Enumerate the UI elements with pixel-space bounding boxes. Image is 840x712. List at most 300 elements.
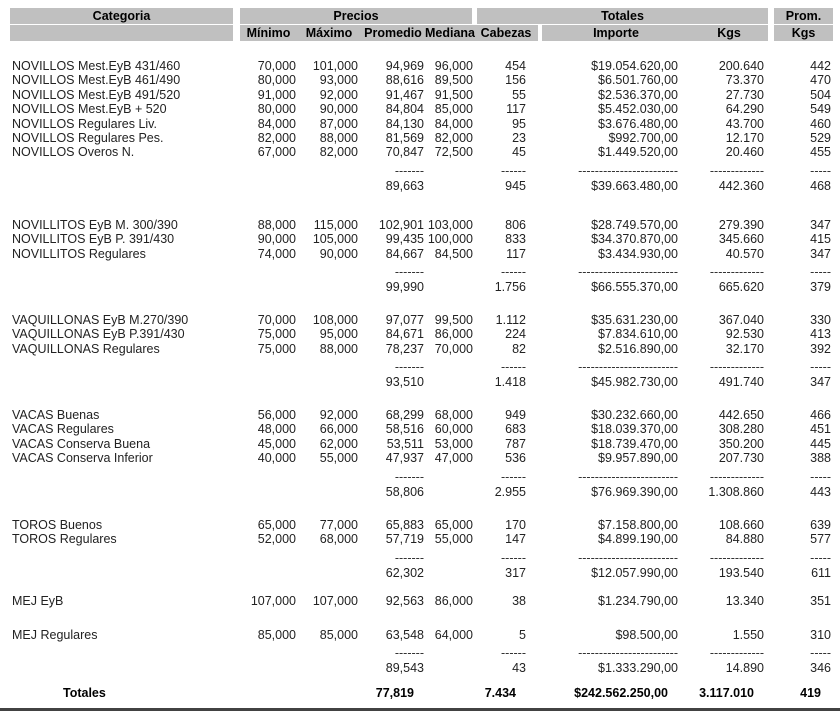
cell-importe: $4.899.190,00	[598, 532, 678, 547]
cell-categoria: TOROS Regulares	[12, 532, 117, 547]
cell-cabezas: 949	[505, 408, 526, 422]
cell-importe: $7.158.800,00	[598, 518, 678, 532]
cell-cabezas: 156	[505, 73, 526, 88]
cell-categoria: VACAS Regulares	[12, 422, 114, 437]
separator-dashes: ------------------------	[578, 550, 678, 565]
table-row	[10, 437, 833, 451]
cell-mediana: 96,000	[434, 59, 473, 73]
cell-categoria: NOVILLOS Mest.EyB 491/520	[12, 87, 181, 102]
separator-dashes: ------	[501, 646, 526, 661]
separator-dashes: -------	[394, 265, 424, 280]
cell-kgs: 1.550	[732, 628, 764, 642]
cell-kgs: 43.700	[725, 116, 764, 131]
cell-prom_kgs: 455	[810, 145, 831, 160]
cell-prom_kgs: 504	[810, 87, 831, 102]
cell-prom_kgs: 466	[810, 408, 831, 422]
subtotal-prom_kgs: 346	[810, 661, 831, 676]
separator-dashes: -------------	[709, 265, 764, 280]
cell-kgs: 32.170	[725, 341, 764, 356]
table-row	[10, 422, 833, 436]
subtotal-prom_kgs: 379	[810, 280, 831, 295]
cell-mediana: 103,000	[427, 218, 473, 232]
cell-importe: $18.739.470,00	[591, 436, 678, 451]
subtotal-importe: $1.333.290,00	[598, 661, 678, 676]
cell-categoria: VACAS Buenas	[12, 408, 100, 422]
separator-row	[10, 646, 833, 660]
table-row	[10, 313, 833, 327]
cell-promedio: 84,130	[385, 116, 424, 131]
separator-row	[10, 551, 833, 565]
subtotal-prom_kgs: 443	[810, 484, 831, 499]
table-row	[10, 145, 833, 159]
cell-kgs: 27.730	[725, 87, 764, 102]
cell-cabezas: 117	[506, 246, 526, 261]
cell-kgs: 345.660	[718, 232, 764, 247]
subtotal-promedio: 62,302	[385, 565, 424, 580]
cell-cabezas: 787	[505, 436, 526, 451]
cell-minimo: 48,000	[257, 422, 296, 437]
subtotal-cabezas: 1.756	[494, 280, 526, 295]
cell-cabezas: 536	[505, 451, 526, 466]
cell-importe: $30.232.660,00	[591, 408, 678, 422]
cell-promedio: 102,901	[378, 218, 424, 232]
cell-maximo: 88,000	[319, 131, 358, 145]
subtotal-promedio: 93,510	[385, 375, 424, 390]
cell-categoria: VAQUILLONAS EyB M.270/390	[12, 313, 189, 327]
cell-prom_kgs: 347	[810, 246, 831, 261]
cell-promedio: 94,969	[385, 59, 424, 73]
subtotal-cabezas: 317	[505, 565, 526, 580]
cell-cabezas: 683	[505, 422, 526, 437]
cell-promedio: 84,671	[385, 327, 424, 342]
grand-total-row	[0, 686, 823, 700]
subtotal-cabezas: 945	[505, 178, 526, 193]
cell-minimo: 90,000	[257, 232, 296, 247]
cell-minimo: 84,000	[257, 116, 296, 131]
header-mediana: Mediana	[425, 26, 476, 40]
table-row	[10, 408, 833, 422]
cell-kgs: 308.280	[718, 422, 764, 437]
cell-prom_kgs: 310	[810, 628, 831, 642]
table-row	[10, 327, 833, 341]
cell-importe: $35.631.230,00	[591, 313, 678, 327]
cell-prom_kgs: 392	[810, 341, 831, 356]
cell-minimo: 80,000	[257, 73, 296, 88]
cell-maximo: 55,000	[319, 451, 358, 466]
cell-promedio: 58,516	[385, 422, 424, 437]
subtotal-promedio: 89,543	[385, 661, 424, 676]
separator-dashes: ------	[501, 163, 526, 178]
cell-importe: $28.749.570,00	[591, 218, 678, 232]
cell-kgs: 200.640	[718, 59, 764, 73]
cell-importe: $6.501.760,00	[598, 73, 678, 88]
cell-kgs: 40.570	[725, 246, 764, 261]
cell-promedio: 99,435	[385, 232, 424, 247]
cell-importe: $19.054.620,00	[591, 59, 678, 73]
cell-categoria: NOVILLOS Regulares Liv.	[12, 116, 157, 131]
subtotal-kgs: 14.890	[725, 661, 764, 676]
subtotal-cabezas: 2.955	[494, 484, 526, 499]
separator-row	[10, 265, 833, 279]
cell-maximo: 62,000	[319, 436, 358, 451]
cell-promedio: 57,719	[385, 532, 424, 547]
cell-mediana: 72,500	[434, 145, 473, 160]
cell-kgs: 12.170	[725, 131, 764, 145]
cell-promedio: 84,667	[385, 246, 424, 261]
cell-minimo: 82,000	[257, 131, 296, 145]
cell-prom_kgs: 351	[810, 594, 831, 608]
cell-importe: $9.957.890,00	[598, 451, 678, 466]
cell-cabezas: 82	[512, 341, 526, 356]
cell-kgs: 367.040	[718, 313, 764, 327]
separator-dashes: -------------	[709, 646, 764, 661]
separator-dashes: -------	[394, 163, 424, 178]
cell-categoria: NOVILLOS Mest.EyB 431/460	[12, 59, 181, 73]
cell-prom_kgs: 577	[810, 532, 831, 547]
cell-maximo: 115,000	[313, 218, 358, 232]
cell-mediana: 86,000	[434, 594, 473, 608]
cell-categoria: TOROS Buenos	[12, 518, 103, 532]
cell-kgs: 279.390	[718, 218, 764, 232]
cell-categoria: VAQUILLONAS Regulares	[12, 341, 160, 356]
cell-prom_kgs: 549	[810, 102, 831, 117]
cell-kgs: 64.290	[725, 102, 764, 117]
cell-maximo: 92,000	[319, 87, 358, 102]
separator-dashes: ------------------------	[578, 163, 678, 178]
cell-kgs: 350.200	[718, 436, 764, 451]
cell-kgs: 13.340	[725, 594, 764, 608]
table-row	[10, 628, 833, 642]
cell-maximo: 105,000	[312, 232, 358, 247]
cell-kgs: 207.730	[718, 451, 764, 466]
header-minimo: Mínimo	[246, 26, 291, 40]
cell-kgs: 20.460	[725, 145, 764, 160]
cell-minimo: 91,000	[257, 87, 296, 102]
cell-importe: $98.500,00	[615, 628, 678, 642]
separator-row	[10, 470, 833, 484]
grand-total-cabezas: 7.434	[484, 686, 516, 700]
table-row	[10, 218, 833, 232]
cell-maximo: 87,000	[319, 116, 358, 131]
separator-dashes: -----	[810, 469, 831, 484]
cell-prom_kgs: 639	[810, 518, 831, 532]
header-importe: Importe	[593, 26, 639, 40]
cell-promedio: 92,563	[385, 594, 424, 608]
cell-importe: $3.434.930,00	[598, 246, 678, 261]
cell-maximo: 101,000	[312, 59, 358, 73]
cell-mediana: 68,000	[434, 408, 473, 422]
separator-dashes: -------	[394, 360, 424, 375]
cell-minimo: 85,000	[257, 628, 296, 642]
cell-importe: $2.536.370,00	[598, 87, 678, 102]
cell-categoria: NOVILLITOS Regulares	[12, 246, 146, 261]
cell-promedio: 63,548	[385, 628, 424, 642]
cell-importe: $5.452.030,00	[598, 102, 678, 117]
cell-maximo: 107,000	[312, 594, 358, 608]
cell-promedio: 47,937	[385, 451, 424, 466]
subtotal-importe: $76.969.390,00	[591, 484, 678, 499]
cell-minimo: 70,000	[257, 59, 296, 73]
cell-prom_kgs: 451	[810, 422, 831, 437]
subtotal-importe: $66.555.370,00	[591, 280, 678, 295]
separator-dashes: -------	[394, 469, 424, 484]
cell-maximo: 108,000	[312, 313, 358, 327]
cell-categoria: NOVILLOS Regulares Pes.	[12, 131, 164, 145]
header-kgs: Kgs	[717, 26, 741, 40]
cell-promedio: 68,299	[385, 408, 424, 422]
cell-mediana: 84,500	[434, 246, 473, 261]
cell-categoria: NOVILLOS Mest.EyB + 520	[12, 102, 167, 117]
subtotal-row	[10, 485, 833, 499]
separator-row	[10, 164, 833, 178]
cell-categoria: MEJ EyB	[12, 594, 64, 608]
cell-importe: $34.370.870,00	[591, 232, 678, 247]
cell-minimo: 65,000	[257, 518, 296, 532]
cell-promedio: 65,883	[385, 518, 424, 532]
cell-minimo: 107,000	[250, 594, 296, 608]
cell-categoria: NOVILLOS Mest.EyB 461/490	[12, 73, 181, 88]
cell-cabezas: 45	[512, 145, 526, 160]
cell-maximo: 77,000	[319, 518, 358, 532]
separator-dashes: -------------	[709, 469, 764, 484]
subtotal-prom_kgs: 468	[810, 178, 831, 193]
cell-mediana: 60,000	[434, 422, 473, 437]
separator-dashes: -------------	[709, 360, 764, 375]
separator-dashes: ------------------------	[578, 360, 678, 375]
cell-cabezas: 55	[512, 87, 526, 102]
cell-promedio: 70,847	[385, 145, 424, 160]
cell-mediana: 99,500	[434, 313, 473, 327]
cell-importe: $1.449.520,00	[598, 145, 678, 160]
separator-dashes: -------------	[709, 550, 764, 565]
cell-importe: $1.234.790,00	[598, 594, 678, 608]
separator-dashes: ------------------------	[578, 265, 678, 280]
subtotal-promedio: 99,990	[385, 280, 424, 295]
subtotal-row	[10, 179, 833, 193]
subtotal-row	[10, 280, 833, 294]
cell-mediana: 47,000	[434, 451, 473, 466]
separator-dashes: ------	[501, 360, 526, 375]
cell-promedio: 91,467	[385, 87, 424, 102]
header-precios-group: Precios	[240, 8, 472, 24]
cell-importe: $3.676.480,00	[598, 116, 678, 131]
cell-promedio: 84,804	[385, 102, 424, 117]
cell-maximo: 66,000	[319, 422, 358, 437]
grand-total-promedio: 77,819	[375, 686, 414, 700]
cell-categoria: NOVILLITOS EyB P. 391/430	[12, 232, 175, 247]
grand-total-kgs: 3.117.010	[699, 686, 754, 700]
cell-cabezas: 833	[505, 232, 526, 247]
cell-mediana: 84,000	[434, 116, 473, 131]
cell-maximo: 68,000	[319, 532, 358, 547]
cell-promedio: 81,569	[385, 131, 424, 145]
subtotal-prom_kgs: 611	[811, 565, 831, 580]
cell-minimo: 52,000	[257, 532, 296, 547]
cell-mediana: 100,000	[427, 232, 473, 247]
cell-categoria: MEJ Regulares	[12, 628, 98, 642]
grand-total-importe: $242.562.250,00	[574, 686, 668, 700]
header-totales-group: Totales	[477, 8, 768, 24]
table-row	[10, 102, 833, 116]
cell-promedio: 78,237	[385, 341, 424, 356]
cell-prom_kgs: 442	[810, 59, 831, 73]
cell-minimo: 40,000	[257, 451, 296, 466]
separator-dashes: ------	[501, 469, 526, 484]
table-row	[10, 232, 833, 246]
cell-mediana: 53,000	[434, 436, 473, 451]
cell-cabezas: 806	[505, 218, 526, 232]
table-row	[10, 131, 833, 145]
cell-mediana: 55,000	[434, 532, 473, 547]
cell-kgs: 442.650	[718, 408, 764, 422]
subtotal-promedio: 89,663	[385, 178, 424, 193]
cell-prom_kgs: 330	[810, 313, 831, 327]
cell-promedio: 97,077	[385, 313, 424, 327]
cell-prom_kgs: 460	[810, 116, 831, 131]
table-row	[10, 247, 833, 261]
grand-total-label: Totales	[63, 686, 106, 700]
header-prom-kgs: Kgs	[774, 25, 833, 41]
table-row	[10, 88, 833, 102]
cell-maximo: 95,000	[319, 327, 358, 342]
cell-minimo: 75,000	[257, 341, 296, 356]
cell-cabezas: 38	[512, 594, 526, 608]
cell-categoria: NOVILLOS Overos N.	[12, 145, 135, 160]
table-row	[10, 451, 833, 465]
bottom-rule	[0, 708, 840, 711]
cell-promedio: 53,511	[386, 436, 424, 451]
subtotal-kgs: 193.540	[718, 565, 764, 580]
separator-dashes: -----	[810, 550, 831, 565]
cell-prom_kgs: 415	[810, 232, 831, 247]
table-body	[10, 0, 833, 712]
table-row	[10, 518, 833, 532]
cell-prom_kgs: 388	[810, 451, 831, 466]
table-row	[10, 117, 833, 131]
cell-cabezas: 1.112	[495, 313, 526, 327]
subtotal-cabezas: 1.418	[494, 375, 526, 390]
cell-mediana: 91,500	[434, 87, 473, 102]
cell-kgs: 73.370	[725, 73, 764, 88]
cell-maximo: 92,000	[319, 408, 358, 422]
cell-categoria: NOVILLITOS EyB M. 300/390	[12, 218, 178, 232]
cell-importe: $992.700,00	[608, 131, 678, 145]
table-row	[10, 73, 833, 87]
separator-dashes: ------------------------	[578, 469, 678, 484]
cell-cabezas: 117	[506, 102, 526, 117]
subtotal-importe: $45.982.730,00	[591, 375, 678, 390]
separator-dashes: -----	[810, 360, 831, 375]
table-row	[10, 59, 833, 73]
cell-cabezas: 23	[512, 131, 526, 145]
header-cabezas: Cabezas	[480, 26, 532, 40]
cell-cabezas: 147	[505, 532, 526, 547]
grand-total-prom-kgs: 419	[800, 686, 821, 700]
cell-promedio: 88,616	[385, 73, 424, 88]
cell-mediana: 64,000	[434, 628, 473, 642]
cell-kgs: 92.530	[725, 327, 764, 342]
cell-maximo: 85,000	[319, 628, 358, 642]
cell-mediana: 65,000	[434, 518, 473, 532]
separator-dashes: ------	[501, 550, 526, 565]
separator-dashes: -----	[810, 646, 831, 661]
cell-importe: $7.834.610,00	[598, 327, 678, 342]
separator-dashes: -------	[394, 550, 424, 565]
cell-cabezas: 224	[505, 327, 526, 342]
cell-prom_kgs: 413	[810, 327, 831, 342]
header-maximo: Máximo	[305, 26, 353, 40]
cell-mediana: 89,500	[434, 73, 473, 88]
cell-maximo: 90,000	[319, 246, 358, 261]
cell-prom_kgs: 347	[810, 218, 831, 232]
header-promedio: Promedio	[364, 26, 422, 40]
cell-minimo: 88,000	[257, 218, 296, 232]
cell-prom_kgs: 529	[810, 131, 831, 145]
cell-minimo: 45,000	[257, 436, 296, 451]
separator-row	[10, 360, 833, 374]
subtotal-importe: $39.663.480,00	[591, 178, 678, 193]
cell-mediana: 70,000	[434, 341, 473, 356]
subtotal-cabezas: 43	[512, 661, 526, 676]
cell-maximo: 93,000	[319, 73, 358, 88]
subtotal-kgs: 442.360	[718, 178, 764, 193]
cell-importe: $18.039.370,00	[591, 422, 678, 437]
cell-maximo: 82,000	[319, 145, 358, 160]
subtotal-row	[10, 566, 833, 580]
cell-minimo: 70,000	[257, 313, 296, 327]
separator-dashes: ------	[501, 265, 526, 280]
cell-cabezas: 5	[519, 628, 526, 642]
subtotal-promedio: 58,806	[385, 484, 424, 499]
cell-mediana: 86,000	[434, 327, 473, 342]
subtotal-kgs: 1.308.860	[708, 484, 764, 499]
cell-mediana: 82,000	[434, 131, 473, 145]
cell-maximo: 90,000	[319, 102, 358, 117]
subtotal-row	[10, 375, 833, 389]
subtotal-kgs: 665.620	[718, 280, 764, 295]
cell-cabezas: 170	[505, 518, 526, 532]
separator-dashes: -----	[810, 265, 831, 280]
header-categoria: Categoria	[10, 8, 233, 24]
separator-dashes: -------------	[709, 163, 764, 178]
cell-minimo: 75,000	[257, 327, 296, 342]
table-row	[10, 342, 833, 356]
header-prom-group: Prom.	[774, 8, 833, 24]
cell-minimo: 67,000	[257, 145, 296, 160]
cell-maximo: 88,000	[319, 341, 358, 356]
cell-kgs: 108.660	[718, 518, 764, 532]
separator-dashes: -----	[810, 163, 831, 178]
cell-kgs: 84.880	[725, 532, 764, 547]
cell-prom_kgs: 445	[810, 436, 831, 451]
separator-dashes: -------	[394, 646, 424, 661]
cell-categoria: VACAS Conserva Inferior	[12, 451, 153, 466]
table-row	[10, 594, 833, 608]
subtotal-kgs: 491.740	[718, 375, 764, 390]
cell-minimo: 56,000	[257, 408, 296, 422]
cell-categoria: VACAS Conserva Buena	[12, 436, 151, 451]
subtotal-importe: $12.057.990,00	[591, 565, 678, 580]
cell-categoria: VAQUILLONAS EyB P.391/430	[12, 327, 185, 342]
table-row	[10, 532, 833, 546]
cell-importe: $2.516.890,00	[598, 341, 678, 356]
cell-prom_kgs: 470	[810, 73, 831, 88]
cell-cabezas: 454	[505, 59, 526, 73]
cell-minimo: 80,000	[257, 102, 296, 117]
separator-dashes: ------------------------	[578, 646, 678, 661]
cell-mediana: 85,000	[434, 102, 473, 117]
subtotal-prom_kgs: 347	[810, 375, 831, 390]
